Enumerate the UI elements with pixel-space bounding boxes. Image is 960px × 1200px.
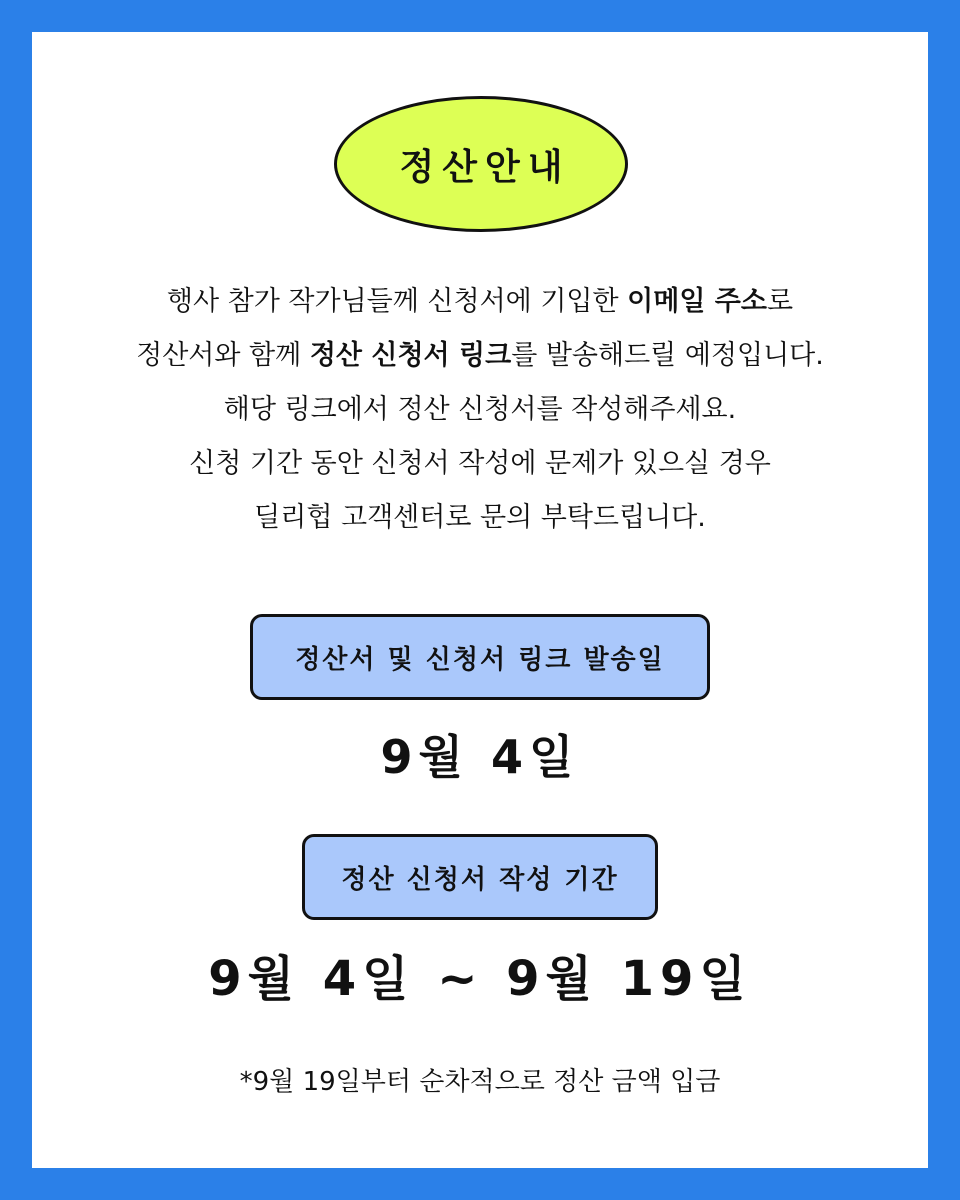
intro-line-2-text: 정산서와 함께 [136,340,310,371]
send-date-label: 정산서 및 신청서 링크 발송일 [250,614,710,700]
intro-line-2-suffix: 를 발송해드릴 예정입니다. [511,340,824,371]
intro-line-5: 딜리헙 고객센터로 문의 부탁드립니다. [254,502,706,533]
intro-line-4: 신청 기간 동안 신청서 작성에 문제가 있으실 경우 [189,448,771,479]
intro-line-1-text: 행사 참가 작가님들께 신청서에 기입한 [166,286,628,317]
intro-line-3: 해당 링크에서 정산 신청서를 작성해주세요. [223,394,737,425]
intro-text [32,275,928,545]
intro-line-2 [32,329,928,383]
payment-note: *9월 19일부터 순차적으로 정산 금액 입금 [239,1067,721,1097]
intro-link-highlight: 정산 신청서 링크 [309,340,512,371]
page-title: 정산안내 [399,146,571,188]
apply-period-value: 9월 4일 ~ 9월 19일 [208,951,752,1007]
intro-email-highlight: 이메일 주소 [627,286,767,317]
intro-line-1 [32,275,928,329]
apply-period-label: 정산 신청서 작성 기간 [302,834,658,920]
send-date-value: 9월 4일 [380,730,580,784]
intro-line-1-suffix: 로 [766,286,794,317]
title-badge [334,96,628,232]
